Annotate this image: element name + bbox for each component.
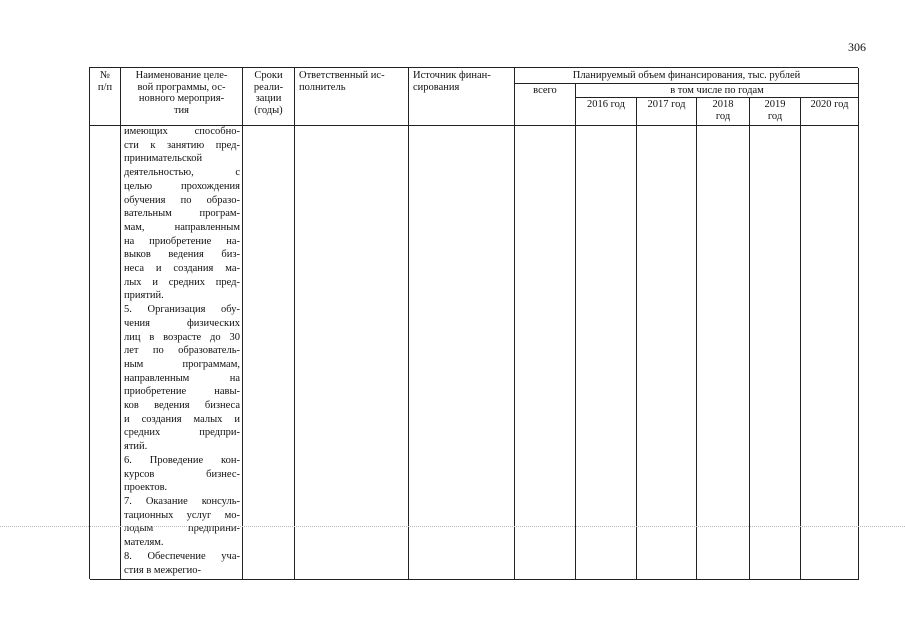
col-divider <box>294 68 295 580</box>
header-year-2019: 2019 год <box>764 99 786 122</box>
header-year-2020: 2020 год <box>810 99 849 110</box>
list-item: имеющих способно- сти к занятию пред- принимательской деятельностью, с целью прохождения обучения по образо- вательным програм- мам, направленным на приобретение на- выков ведения биз- неса и создания ма- лых и средних пред- приятий. <box>124 126 240 302</box>
header-year-2016: 2016 год <box>587 99 625 110</box>
header-by-years: в том числе по годам <box>670 85 764 96</box>
col-divider <box>696 97 697 580</box>
col-divider <box>242 68 243 580</box>
header-num: № п/п <box>97 70 113 93</box>
col-divider <box>575 83 576 580</box>
list-item: 5. Организация обу- чения физических лиц в возрасте до 30 лет по образователь- ным программам, направленным на приобретение навы- ков ведения бизнеса и создания малых и средних предпри- ятий. <box>124 304 240 453</box>
list-item: 8. Обеспечение уча- стия в межрегио- <box>124 550 240 576</box>
list-item: 6. Проведение кон- курсов бизнес- проектов. <box>124 454 240 494</box>
table-right-border <box>858 68 859 580</box>
header-source: Источник финан- сирования <box>413 70 491 93</box>
program-table <box>89 67 858 579</box>
col-divider <box>408 68 409 580</box>
header-year-2017: 2017 год <box>647 99 686 110</box>
table-bottom-border <box>90 579 859 580</box>
header-year-2018: 2018 год <box>712 99 734 122</box>
page-number: 306 <box>848 40 866 54</box>
list-item: 7. Оказание консуль- тационных услуг мо- лодым предприни- мателям. <box>124 495 240 549</box>
col-divider <box>514 68 515 580</box>
col-divider <box>636 97 637 580</box>
col-divider <box>800 97 801 580</box>
program-activities <box>124 125 240 577</box>
header-planned-financing: Планируемый объем финансирования, тыс. рублей <box>572 70 801 81</box>
row-divider <box>514 83 859 84</box>
header-total: всего <box>533 85 557 96</box>
header-responsible: Ответственный ис- полнитель <box>299 70 385 93</box>
col-divider <box>120 68 121 580</box>
col-divider <box>749 97 750 580</box>
header-terms: Сроки реали- зации (годы) <box>253 70 284 116</box>
header-program-name: Наименование целе- вой программы, ос- новного мероприя- тия <box>135 70 228 116</box>
row-divider <box>575 97 859 98</box>
scan-artifact-line <box>0 526 905 528</box>
